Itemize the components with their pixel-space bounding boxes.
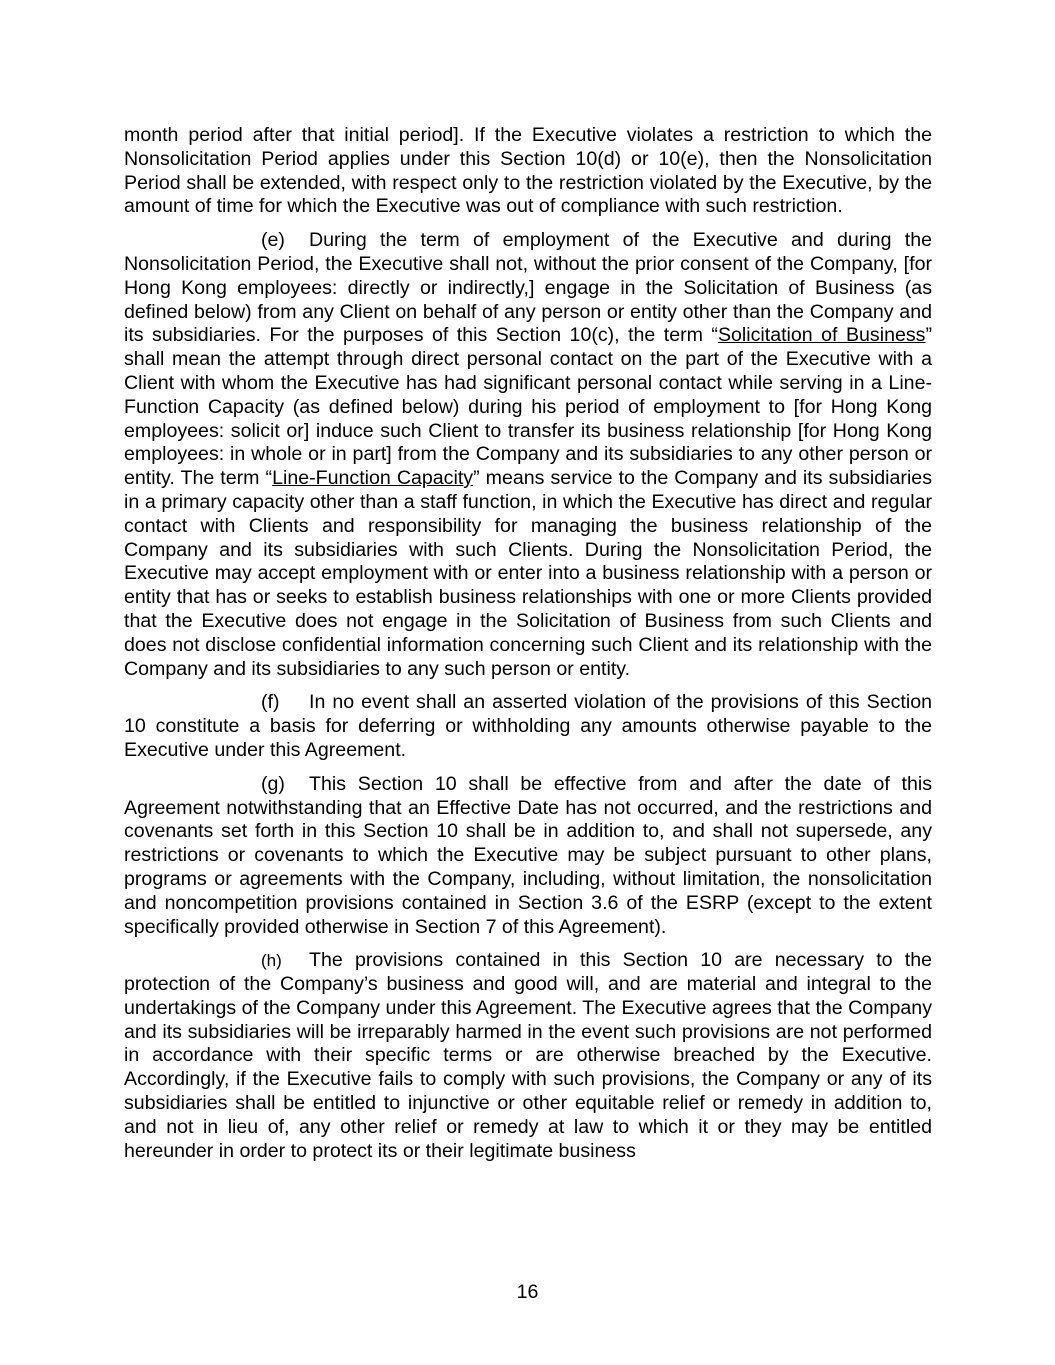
paragraph-label: (h) xyxy=(261,951,282,971)
paragraph-label: (g) xyxy=(261,772,285,795)
paragraph-text: During the term of employment of the Executive and during the Nonsolicitation Period, the Executive shall not, without the prior consent of the Company, [for Hong Kong employees: directly or indirectly,] engage in the Solicitation of Business (as defined below) from any Client on behalf of any person or entity other than the Company and its subsidiaries. For the purposes of this Section 10(c), the term “ xyxy=(124,229,932,347)
paragraph-text: This Section 10 shall be effective from and after the date of this Agreement notwithstanding that an Effective Date has not occurred, and the restrictions and covenants set forth in this Section 10 shall be in addition to, and shall not supersede, any restrictions or covenants to which the Executive may be subject pursuant to other plans, programs or agreements with the Company, including, without limitation, the nonsolicitation and noncompetition provisions contained in Section 3.6 of the ESRP (except to the extent specifically provided otherwise in Section 7 of this Agreement). xyxy=(124,772,932,938)
paragraph-f xyxy=(124,691,932,762)
paragraph-h xyxy=(124,949,932,1163)
page-number: 16 xyxy=(516,1281,539,1303)
paragraph-text: The provisions contained in this Section 10 are necessary to the protection of the Company’s business and good will, and are material and integral to the undertakings of the Company under this Agreement. The Executive agrees that the Company and its subsidiaries will be irreparably harmed in the event such provisions are not performed in accordance with their specific terms or are otherwise breached by the Executive. Accordingly, if the Executive fails to comply with such provisions, the Company or any of its subsidiaries shall be entitled to injunctive or other equitable relief or remedy in addition to, and not in lieu of, any other relief or remedy at law to which it or they may be entitled hereunder in order to protect its or their legitimate business xyxy=(124,949,932,1162)
paragraph-text: month period after that initial period]. If the Executive violates a restriction to which the Nonsolicitation Period applies under this Section 10(d) or 10(e), then the Nonsolicitation Period shall be extended, with respect only to the restriction violated by the Executive, by the amount of time for which the Executive was out of compliance with such restriction. xyxy=(124,124,932,218)
document-page xyxy=(124,124,932,1173)
paragraph-text: In no event shall an asserted violation of the provisions of this Section 10 constitute a basis for deferring or withholding any amounts otherwise payable to the Executive under this Agreement. xyxy=(124,691,932,761)
paragraph-text: ” means service to the Company and its subsidiaries in a primary capacity other than a staff function, in which the Executive has direct and regular contact with Clients and responsibility for managing the business relationship of the Company and its subsidiaries with such Clients. During the Nonsolicitation Period, the Executive may accept employment with or enter into a business relationship with a person or entity that has or seeks to establish business relationships with one or more Clients provided that the Executive does not engage in the Solicitation of Business from such Clients and does not disclose confidential information concerning such Client and its relationship with the Company and its subsidiaries to any such person or entity. xyxy=(124,467,932,680)
paragraph-e xyxy=(124,229,932,681)
paragraph-continuation xyxy=(124,124,932,219)
paragraph-label: (f) xyxy=(261,691,280,714)
defined-term-line-function-capacity: Line-Function Capacity xyxy=(272,467,474,490)
paragraph-label: (e) xyxy=(261,229,285,252)
paragraph-g xyxy=(124,773,932,940)
paragraph-text: ” shall mean the attempt through direct personal contact on the part of the Executive with a Client with whom the Executive has had significant personal contact while serving in a Line-Function Capacity (as defined below) during his period of employment to [for Hong Kong employees: solicit or] induce such Client to transfer its business relationship [for Hong Kong employees: in whole or in part] from the Company and its subsidiaries to any other person or entity. The term “ xyxy=(124,324,932,490)
defined-term-solicitation-of-business: Solicitation of Business xyxy=(717,324,926,347)
